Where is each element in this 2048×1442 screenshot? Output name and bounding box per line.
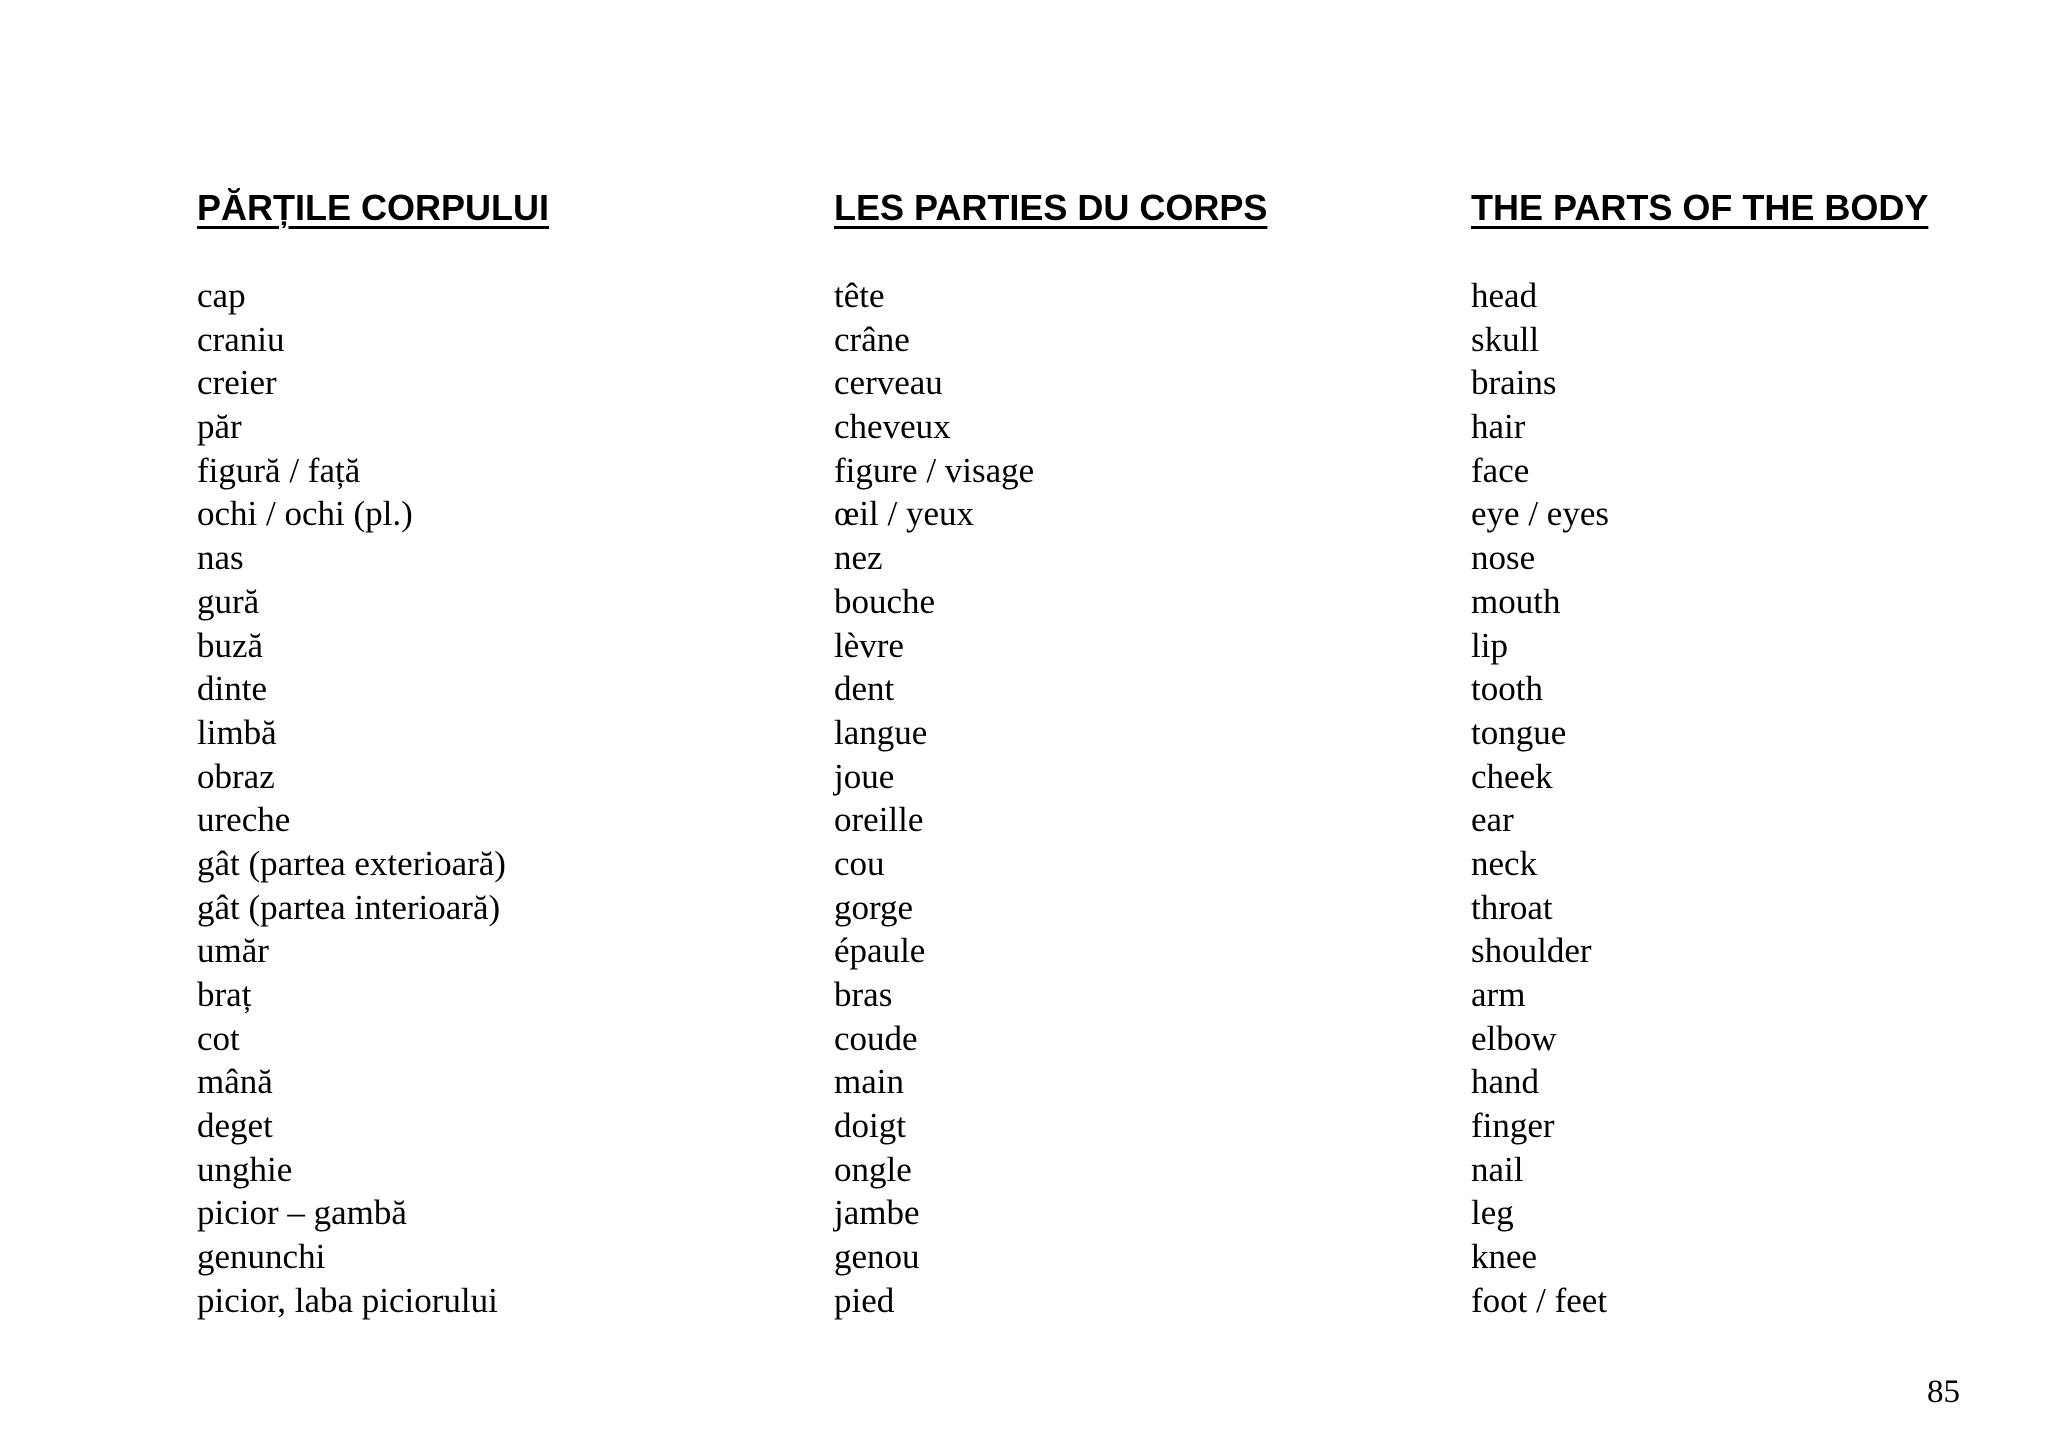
- term-item: nas: [197, 538, 244, 578]
- term-item: foot / feet: [1471, 1280, 1608, 1320]
- term-item: creier: [197, 363, 277, 403]
- term-item: genou: [834, 1237, 920, 1277]
- term-item: dinte: [197, 669, 267, 709]
- term-item: coude: [834, 1018, 918, 1058]
- column-english: [1471, 186, 1928, 1323]
- term-item: face: [1471, 450, 1530, 490]
- term-item: head: [1471, 276, 1538, 315]
- term-item: cap: [197, 276, 246, 315]
- term-item: bouche: [834, 581, 936, 621]
- term-item: bras: [834, 975, 893, 1014]
- term-item: tête: [834, 276, 885, 315]
- term-item: figură / față: [197, 450, 361, 490]
- term-item: unghie: [197, 1149, 293, 1189]
- term-list-french: [834, 274, 1267, 1323]
- term-item: hand: [1471, 1062, 1540, 1102]
- term-item: braț: [197, 975, 252, 1014]
- term-item: lèvre: [834, 625, 904, 665]
- page-number: 85: [1927, 1374, 1960, 1410]
- term-item: mouth: [1471, 581, 1561, 621]
- term-item: craniu: [197, 319, 285, 359]
- term-item: hair: [1471, 407, 1526, 447]
- term-item: nose: [1471, 538, 1536, 578]
- term-item: gură: [197, 581, 260, 621]
- term-item: ongle: [834, 1149, 912, 1189]
- term-item: cheek: [1471, 756, 1553, 796]
- term-item: knee: [1471, 1237, 1538, 1277]
- term-item: pied: [834, 1280, 895, 1320]
- term-item: joue: [834, 756, 895, 796]
- column-heading-french: LES PARTIES DU CORPS: [834, 187, 1268, 228]
- term-item: deget: [197, 1106, 273, 1146]
- term-item: figure / visage: [834, 450, 1035, 490]
- term-item: œil / yeux: [834, 494, 974, 534]
- term-item: mână: [197, 1062, 273, 1102]
- term-item: finger: [1471, 1106, 1555, 1146]
- term-item: buză: [197, 625, 264, 665]
- term-item: păr: [197, 407, 242, 447]
- term-item: ureche: [197, 800, 291, 840]
- term-item: picior, laba piciorului: [197, 1280, 498, 1320]
- term-item: brains: [1471, 363, 1557, 403]
- term-item: shoulder: [1471, 931, 1592, 971]
- column-french: [834, 186, 1267, 1323]
- term-item: langue: [834, 712, 928, 752]
- term-item: cerveau: [834, 363, 943, 403]
- term-item: gorge: [834, 887, 914, 927]
- term-item: doigt: [834, 1106, 906, 1146]
- term-item: crâne: [834, 319, 910, 359]
- term-item: arm: [1471, 975, 1526, 1014]
- term-item: cheveux: [834, 407, 951, 447]
- column-heading-english: THE PARTS OF THE BODY: [1471, 187, 1929, 228]
- term-list-romanian: [197, 274, 549, 1323]
- term-item: gât (partea interioară): [197, 887, 501, 927]
- term-item: nez: [834, 538, 883, 578]
- term-item: picior – gambă: [197, 1193, 407, 1233]
- term-item: jambe: [834, 1193, 920, 1233]
- term-item: gât (partea exterioară): [197, 843, 506, 883]
- term-item: tongue: [1471, 712, 1567, 752]
- term-item: tooth: [1471, 669, 1543, 709]
- term-item: neck: [1471, 843, 1538, 883]
- term-item: leg: [1471, 1193, 1514, 1233]
- term-item: cou: [834, 843, 885, 883]
- term-item: skull: [1471, 319, 1540, 359]
- term-item: oreille: [834, 800, 924, 840]
- term-item: elbow: [1471, 1018, 1557, 1058]
- term-item: nail: [1471, 1149, 1524, 1189]
- term-list-english: [1471, 274, 1928, 1323]
- term-item: genunchi: [197, 1237, 326, 1277]
- term-item: ochi / ochi (pl.): [197, 494, 413, 534]
- term-item: cot: [197, 1018, 240, 1058]
- column-heading-romanian: PĂRȚILE CORPULUI: [197, 187, 550, 228]
- term-item: obraz: [197, 756, 275, 796]
- term-item: main: [834, 1062, 904, 1102]
- term-item: dent: [834, 669, 895, 709]
- term-item: eye / eyes: [1471, 494, 1609, 534]
- term-item: ear: [1471, 800, 1514, 840]
- term-item: épaule: [834, 931, 926, 971]
- term-item: lip: [1471, 625, 1508, 665]
- term-item: umăr: [197, 931, 269, 971]
- term-item: limbă: [197, 712, 277, 752]
- column-romanian: [197, 186, 549, 1323]
- term-item: throat: [1471, 887, 1553, 927]
